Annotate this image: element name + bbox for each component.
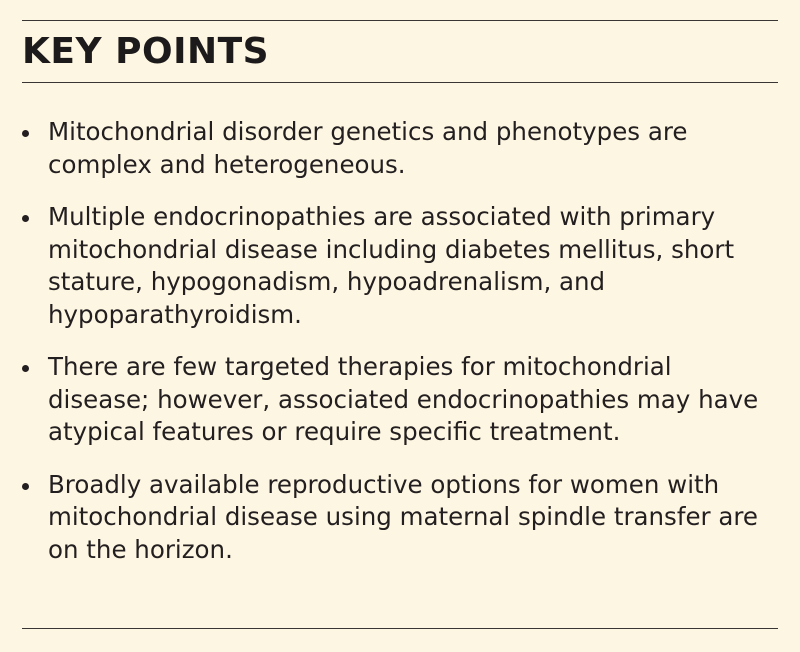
key-point-item [22,201,778,331]
key-points-box [22,0,778,652]
key-points-heading: KEY POINTS [22,31,270,72]
bullet-icon [22,365,29,372]
key-point-item [22,116,778,181]
key-point-item [22,351,778,449]
bottom-rule [22,628,778,629]
key-point-text: Mitochondrial disorder genetics and phenotypes are complex and heterogeneous. [48,117,688,179]
key-point-text: Multiple endocrinopathies are associated with primary mitochondrial disease including diabetes mellitus, short stature, hypogonadism, hypoadrenalism, and hypoparathyroidism. [48,202,735,329]
key-point-text: Broadly available reproductive options for women with mitochondrial disease using maternal spindle transfer are on the horizon. [48,469,758,564]
key-point-text: There are few targeted therapies for mitochondrial disease; however, associated endocrinopathies may have atypical features or require specific treatment. [48,352,759,446]
bullet-icon [22,215,29,222]
top-rule [22,20,778,21]
key-points-list [22,116,778,586]
key-point-item [22,469,778,567]
bullet-icon [22,483,29,490]
heading-rule [22,82,778,83]
bullet-icon [22,130,29,137]
